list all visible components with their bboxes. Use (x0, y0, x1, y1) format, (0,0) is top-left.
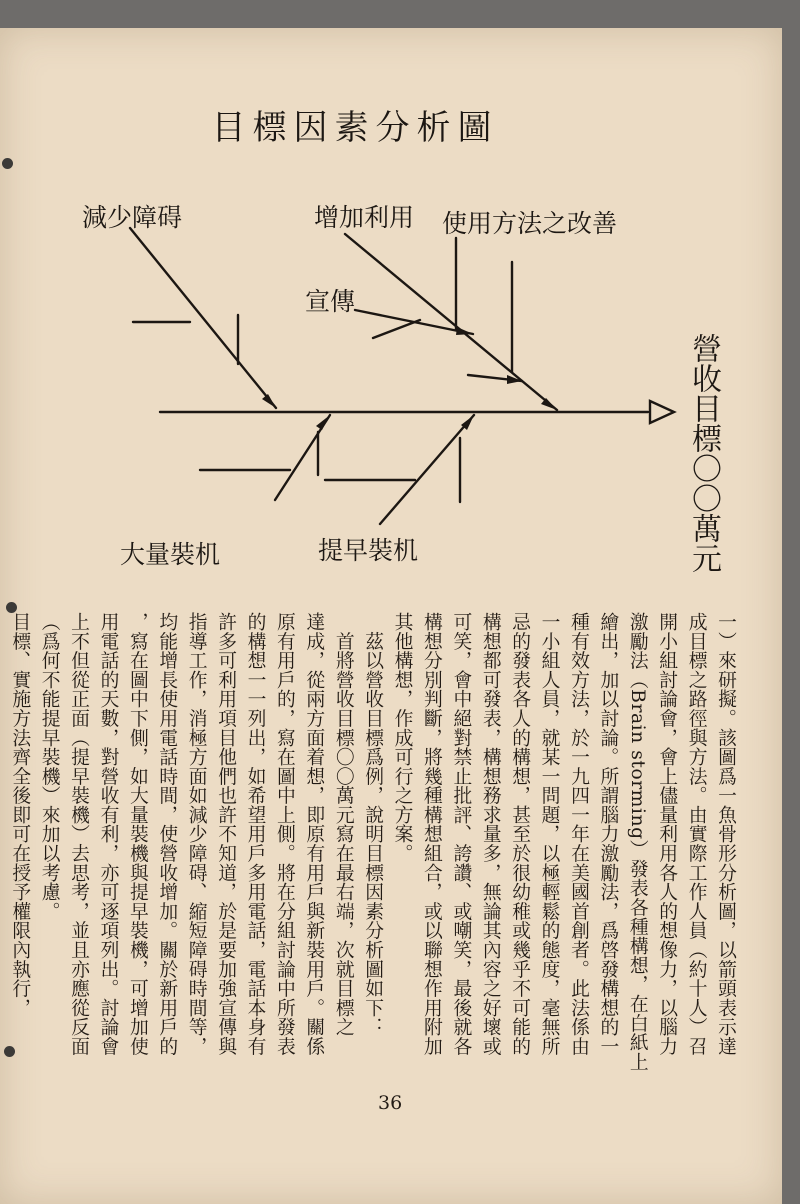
text-column: 茲以營收目標爲例，說明目標因素分析圖如下： (362, 612, 384, 1037)
text-column: 構想分別判斷，將幾種構想組合，或以聯想作用附加 (420, 612, 442, 1056)
label-reduce-obstacles: 減少障碍 (82, 203, 183, 232)
text-column: 開小組討論會，會上儘量利用各人的想像力，以腦力 (656, 612, 678, 1056)
rib-promotion-sub (373, 320, 420, 338)
label-increase-usage: 增加利用 (314, 203, 415, 232)
arrow-reduce-obstacles (262, 394, 276, 408)
text-column: 繪出，加以討論。所謂腦力激勵法，爲啓發構想的一 (597, 612, 619, 1056)
label-promotion: 宣傳 (305, 287, 356, 316)
page-number: 36 (378, 1092, 403, 1114)
label-early-install: 提早裝机 (318, 536, 419, 565)
text-column: ，寫在圖中下側，如大量裝機與提早裝機，可增加使 (126, 612, 148, 1056)
text-column: 達成，從兩方面着想，即原有用戶與新裝用戶。關係 (303, 612, 325, 1056)
label-revenue-goal: 營收目標〇〇萬元 (686, 333, 721, 573)
text-column: （爲何不能提早裝機）來加以考慮。 (38, 612, 60, 921)
text-column: 種有效方法，於一九四一年在美國首創者。此法係由 (567, 612, 589, 1056)
text-column: 成目標之路徑與方法。由實際工作人員（約十人）召 (685, 612, 707, 1056)
body-text (9, 612, 740, 1112)
bone-increase-usage (345, 234, 557, 410)
text-column: 激勵法（Brain storming）發表各種構想，在白紙上 (626, 612, 648, 1072)
text-column: 許多可利用項目他們也許不知道，於是要加強宣傳與 (215, 612, 237, 1056)
text-column: 一）來研擬。該圖爲一魚骨形分析圖，以箭頭表示達 (715, 612, 736, 1056)
text-column: 的構想一一列出，如希望用戶多用電話，電話本身有 (244, 612, 266, 1056)
arrow-mass-install (316, 415, 330, 430)
text-column: 用電話的天數，對營收有利，亦可逐項列出。討論會 (97, 612, 119, 1056)
text-column: 目標、實施方法齊全後即可在授予權限內執行， (9, 612, 31, 1018)
bone-reduce-obstacles (130, 228, 276, 408)
label-mass-install: 大量裝机 (120, 540, 221, 569)
text-column: 其他構想，作成可行之方案。 (391, 612, 413, 863)
spine-arrowhead (650, 401, 674, 423)
label-method-improvement: 使用方法之改善 (442, 209, 618, 238)
text-column: 忌的發表各人的構想，甚至於很幼稚或幾乎不可能的 (509, 612, 531, 1056)
text-column: 構想都可發表，構想務求量多，無論其內容之好壞或 (479, 612, 501, 1056)
text-column: 一小組人員，就某一問題，以極輕鬆的態度，毫無所 (538, 612, 560, 1056)
text-column: 上不但從正面（提早裝機）去思考，並且亦應從反面 (68, 612, 90, 1056)
text-column: 首將營收目標〇〇萬元寫在最右端，次就目標之 (332, 612, 354, 1037)
diagram-title: 目標因素分析圖 (211, 108, 499, 148)
text-column: 均能增長使用電話時間，使營收增加。關於新用戶的 (156, 612, 178, 1056)
text-column: 指導工作，消極方面如減少障碍、縮短障碍時間等， (185, 612, 207, 1056)
arrow-promotion (456, 327, 473, 335)
text-column: 原有用戶的，寫在圖中上側。將在分組討論中所發表 (273, 612, 295, 1056)
text-column: 可笑，會中絕對禁止批評、誇讚、或嘲笑，最後就各 (450, 612, 472, 1056)
